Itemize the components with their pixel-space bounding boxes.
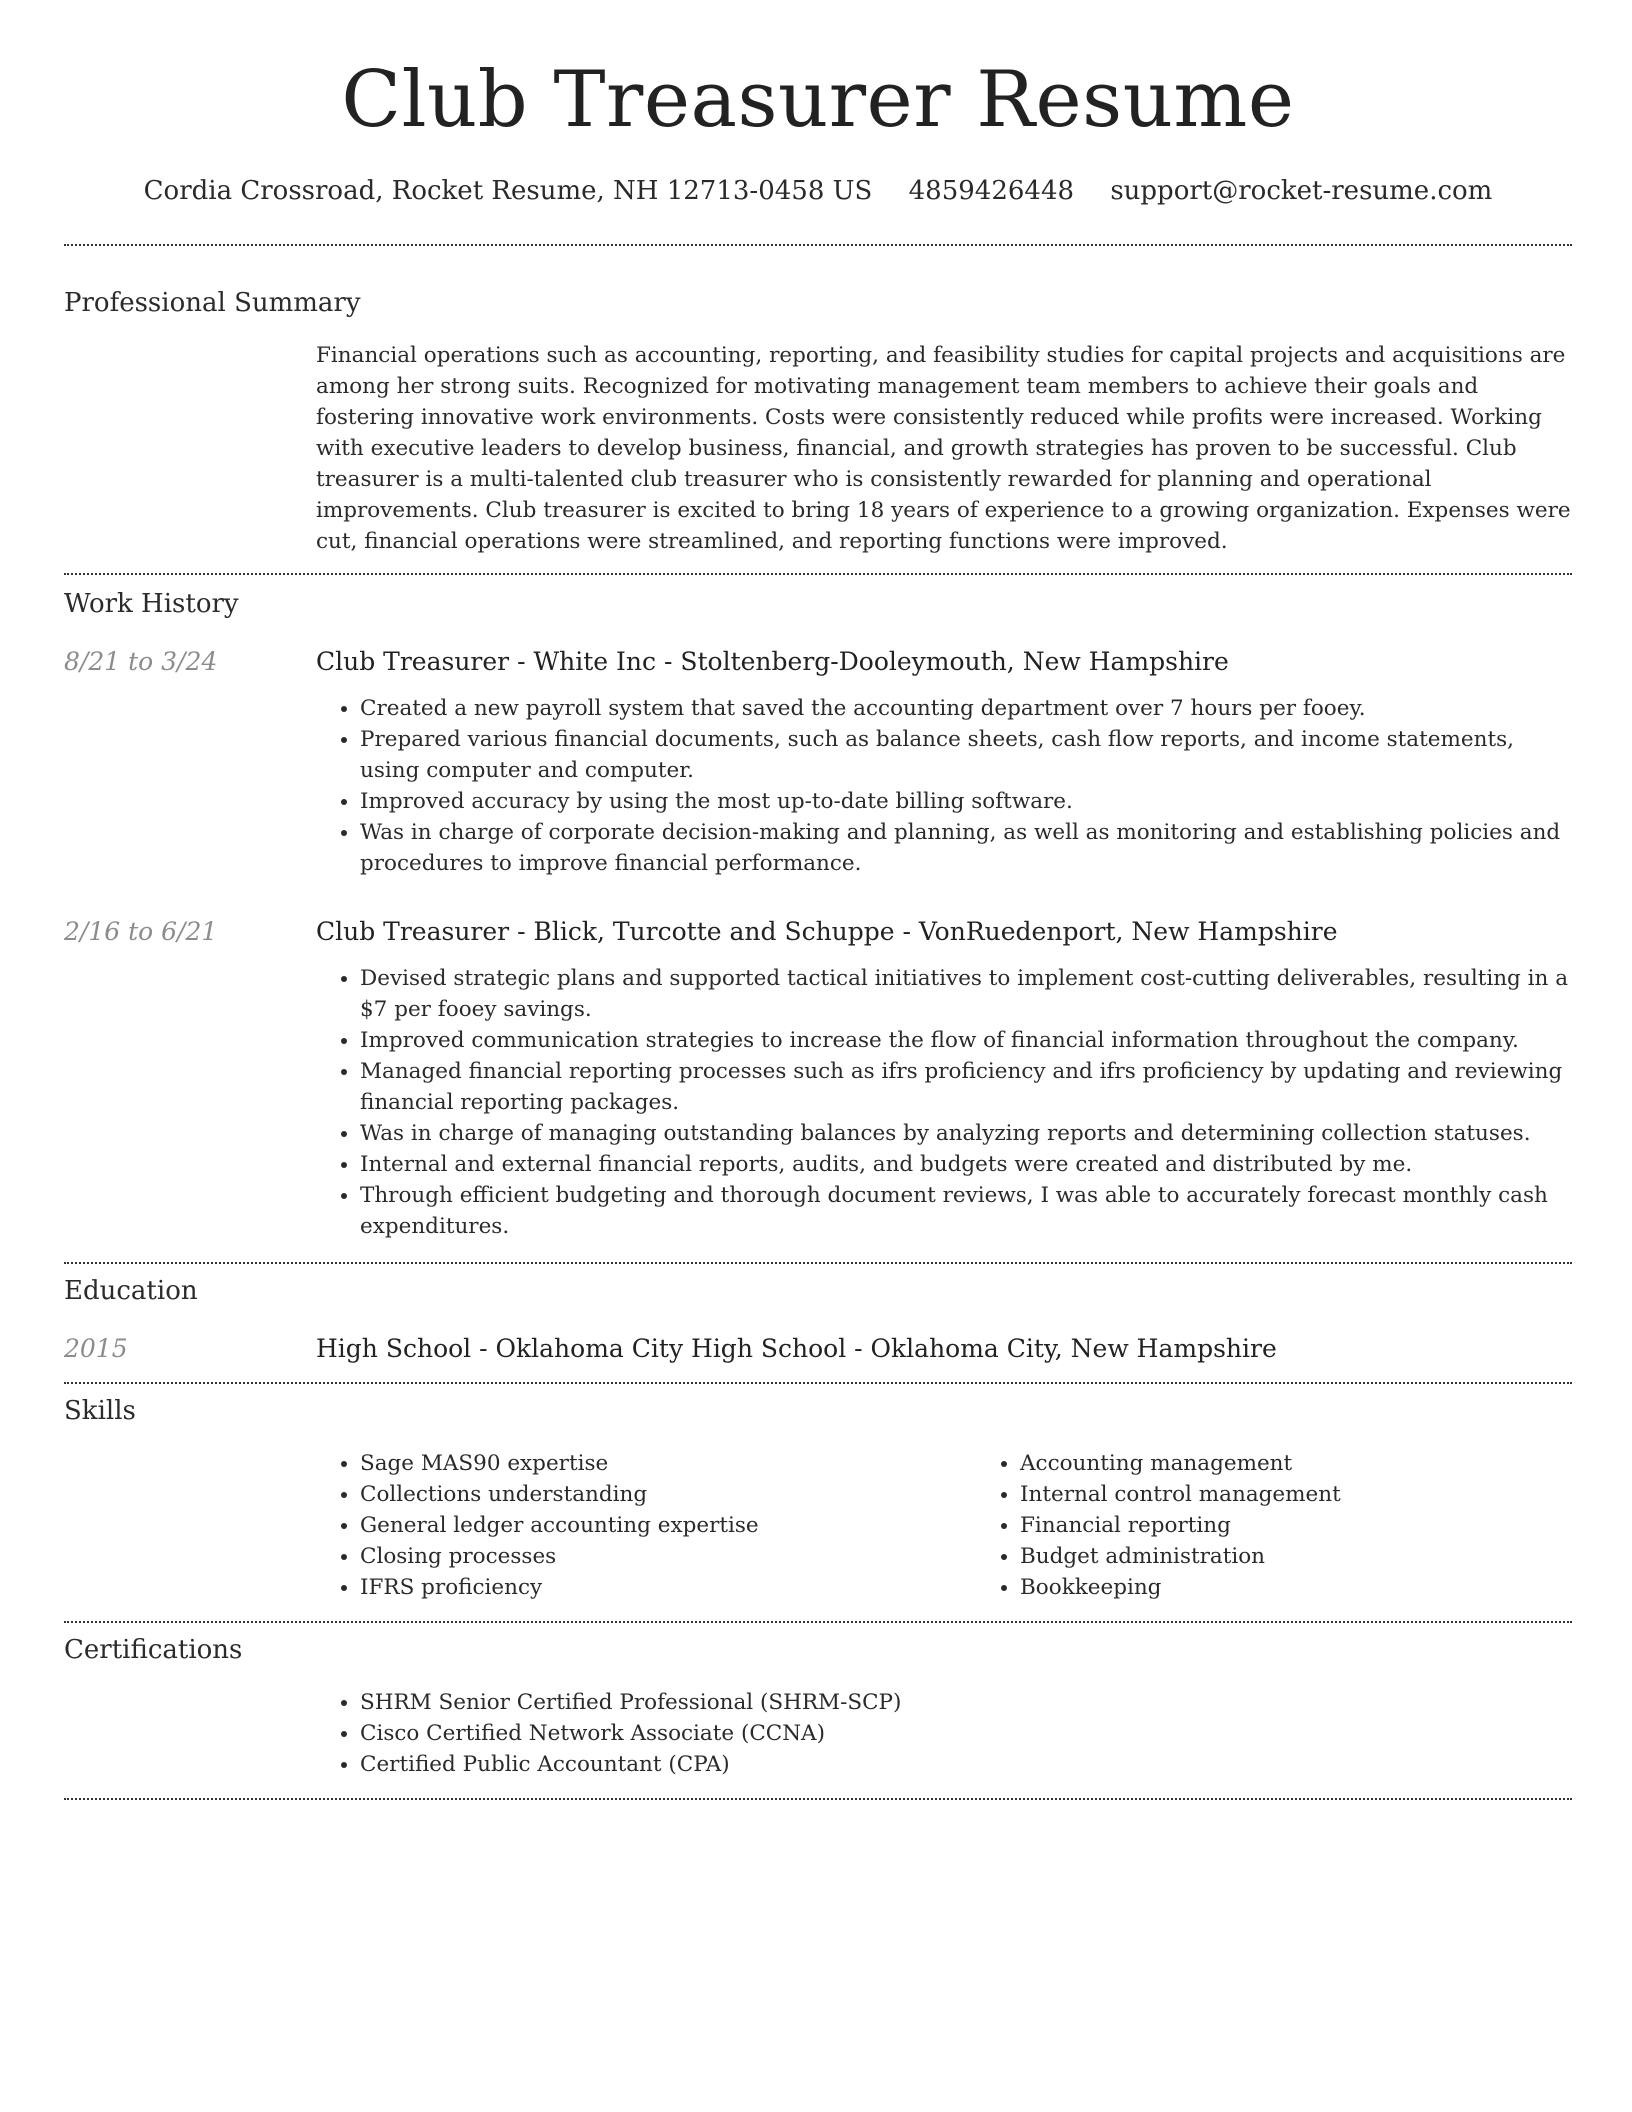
job-dates: 2/16 to 6/21 [64, 917, 218, 946]
divider [64, 1798, 1572, 1800]
skill-item: • Bookkeeping [1020, 1572, 1632, 1603]
skills-list-left [316, 1448, 976, 1603]
job-title: Club Treasurer - Blick, Turcotte and Schuppe - VonRuedenport, New Hampshire [316, 917, 1338, 946]
skill-item: • Closing processes [360, 1541, 976, 1572]
section-title-work-history: Work History [64, 589, 239, 619]
job-bullets [316, 963, 1572, 1242]
education-section [64, 1264, 1572, 1366]
job-bullet: • Prepared various financial documents, such as balance sheets, cash flow reports, and income statements, using computer and computer. [360, 724, 1572, 786]
skill-item: • General ledger accounting expertise [360, 1510, 976, 1541]
job-title: Club Treasurer - White Inc - Stoltenberg-Dooleymouth, New Hampshire [316, 647, 1229, 676]
resume-title: Club Treasurer Resume [341, 55, 1295, 145]
education-year: 2015 [64, 1334, 128, 1363]
work-history-section [64, 575, 1572, 1242]
skills-section [64, 1384, 1572, 1603]
certifications-section [64, 1623, 1572, 1780]
job-bullet: • Improved communication strategies to increase the flow of financial information throughout the company. [360, 1025, 1572, 1056]
job-bullet: • Improved accuracy by using the most up-to-date billing software. [360, 786, 1572, 817]
contact-line [64, 174, 1572, 208]
job-dates: 8/21 to 3/24 [64, 647, 218, 676]
contact-email: support@rocket-resume.com [1110, 176, 1493, 206]
job-bullet: • Was in charge of managing outstanding balances by analyzing reports and determining collection statuses. [360, 1118, 1572, 1149]
contact-address: Cordia Crossroad, Rocket Resume, NH 12713-0458 US [143, 176, 873, 206]
job-entry [64, 645, 1572, 879]
job-bullet: • Devised strategic plans and supported tactical initiatives to implement cost-cutting deliverables, resulting in a $7 per fooey savings. [360, 963, 1572, 1025]
job-bullet: • Created a new payroll system that saved the accounting department over 7 hours per fooey. [360, 693, 1572, 724]
section-title-summary: Professional Summary [64, 288, 361, 318]
certification-item: • SHRM Senior Certified Professional (SHRM-SCP) [360, 1687, 1572, 1718]
skill-item: • IFRS proficiency [360, 1572, 976, 1603]
skills-list-right [976, 1448, 1632, 1603]
skill-item: • Sage MAS90 expertise [360, 1448, 976, 1479]
certification-item: • Certified Public Accountant (CPA) [360, 1749, 1572, 1780]
section-title-education: Education [64, 1276, 198, 1306]
contact-phone: 4859426448 [908, 176, 1075, 206]
job-bullet: • Was in charge of corporate decision-making and planning, as well as monitoring and establishing policies and procedures to improve financial performance. [360, 817, 1572, 879]
skill-item: • Internal control management [1020, 1479, 1632, 1510]
summary-section [64, 246, 1572, 557]
job-bullet: • Internal and external financial reports, audits, and budgets were created and distributed by me. [360, 1149, 1572, 1180]
job-bullet: • Managed financial reporting processes such as ifrs proficiency and ifrs proficiency by updating and reviewing financial reporting packages. [360, 1056, 1572, 1118]
job-bullets [316, 693, 1572, 879]
job-entry [64, 915, 1572, 1242]
resume-page [64, 0, 1572, 1800]
certification-item: • Cisco Certified Network Associate (CCNA) [360, 1718, 1572, 1749]
skill-item: • Budget administration [1020, 1541, 1632, 1572]
skill-item: • Collections understanding [360, 1479, 976, 1510]
job-bullet: • Through efficient budgeting and thorough document reviews, I was able to accurately forecast monthly cash expenditures. [360, 1180, 1572, 1242]
skill-item: • Financial reporting [1020, 1510, 1632, 1541]
skill-item: • Accounting management [1020, 1448, 1632, 1479]
section-title-skills: Skills [64, 1396, 136, 1426]
summary-text: Financial operations such as accounting, reporting, and feasibility studies for capital projects and acquisitions are among her strong suits. Recognized for motivating management team members to achieve their goals and fostering innovative work environments. Costs were consistently reduced while profits were increased. Working with executive leaders to develop business, financial, and growth strategies has proven to be successful. Club treasurer is a multi-talented club treasurer who is consistently rewarded for planning and operational improvements. Club treasurer is excited to bring 18 years of experience to a growing organization. Expenses were cut, financial operations were streamlined, and reporting functions were improved. [316, 343, 1571, 554]
certifications-list [316, 1687, 1572, 1780]
education-entry: High School - Oklahoma City High School - Oklahoma City, New Hampshire [316, 1334, 1277, 1363]
section-title-certifications: Certifications [64, 1635, 243, 1665]
